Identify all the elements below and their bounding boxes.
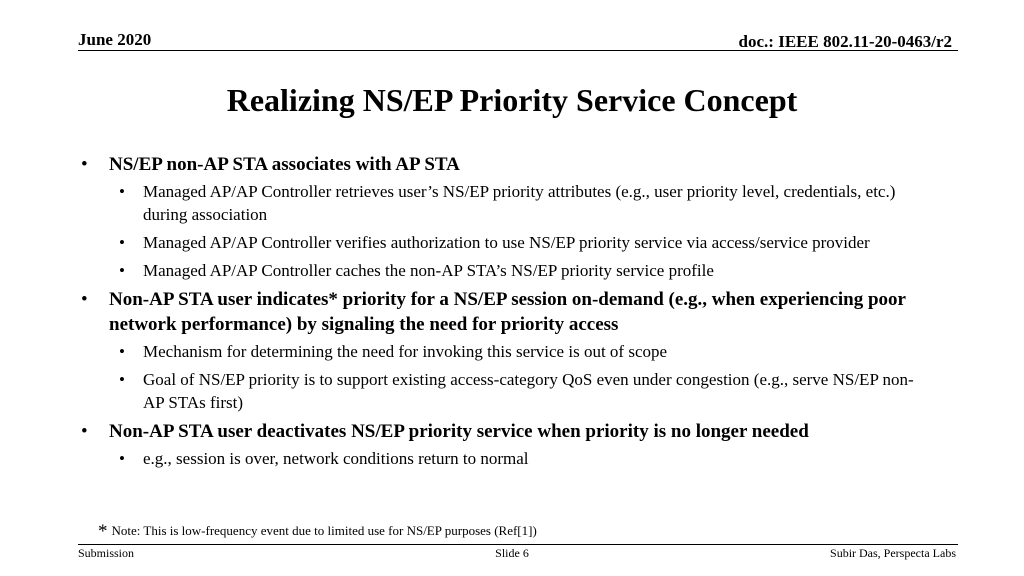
sub-bullet-item — [119, 340, 933, 363]
bullet-icon: • — [119, 370, 125, 389]
sub-bullet-item — [119, 180, 933, 226]
bullet-item — [81, 419, 909, 444]
bullet-icon: • — [119, 182, 125, 201]
bullet-icon: • — [119, 449, 125, 468]
sub-bullet-text: Mechanism for determining the need for invoking this service is out of scope — [143, 342, 668, 361]
bullet-icon: • — [119, 342, 125, 361]
sub-bullet-text: e.g., session is over, network conditions return to normal — [143, 449, 529, 468]
footnote-text: Note: This is low-frequency event due to limited use for NS/EP purposes (Ref[1]) — [111, 523, 537, 538]
bullet-text: Non-AP STA user deactivates NS/EP priority service when priority is no longer needed — [109, 421, 809, 442]
sub-bullet-item — [119, 259, 933, 282]
bullet-item — [81, 287, 909, 337]
slide-number: Slide 6 — [495, 546, 529, 560]
header-divider — [78, 50, 958, 51]
header-doc-id: doc.: IEEE 802.11-20-0463/r2 — [738, 32, 952, 51]
footer-submission: Submission — [78, 546, 135, 560]
sub-bullet-item — [119, 447, 933, 470]
footnote — [98, 521, 537, 543]
bullet-text: Non-AP STA user indicates* priority for a NS/EP session on-demand (e.g., when experiencing poor network performance) by signaling the need for priority access — [109, 289, 906, 335]
footer-author: Subir Das, Perspecta Labs — [830, 546, 956, 560]
bullet-icon: • — [119, 261, 125, 280]
footer-divider — [78, 544, 958, 545]
footnote-marker: * — [98, 521, 108, 542]
bullet-text: NS/EP non-AP STA associates with AP STA — [109, 154, 460, 175]
bullet-icon: • — [81, 289, 88, 310]
sub-bullet-text: Managed AP/AP Controller verifies authorization to use NS/EP priority service via access/service provider — [143, 233, 870, 252]
bullet-list — [0, 152, 1024, 475]
bullet-icon: • — [119, 233, 125, 252]
bullet-item — [81, 152, 909, 177]
slide-title: Realizing NS/EP Priority Service Concept — [226, 82, 798, 118]
bullet-icon: • — [81, 421, 88, 442]
sub-bullet-text: Goal of NS/EP priority is to support existing access-category QoS even under congestion (e.g., serve NS/EP non-AP STAs first) — [143, 370, 914, 412]
sub-bullet-text: Managed AP/AP Controller caches the non-AP STA’s NS/EP priority service profile — [143, 261, 714, 280]
sub-bullet-item — [119, 368, 933, 414]
sub-bullet-item — [119, 231, 933, 254]
sub-bullet-text: Managed AP/AP Controller retrieves user’s NS/EP priority attributes (e.g., user priority level, credentials, etc.) during association — [143, 182, 896, 224]
header-date: June 2020 — [78, 30, 152, 49]
bullet-icon: • — [81, 154, 88, 175]
